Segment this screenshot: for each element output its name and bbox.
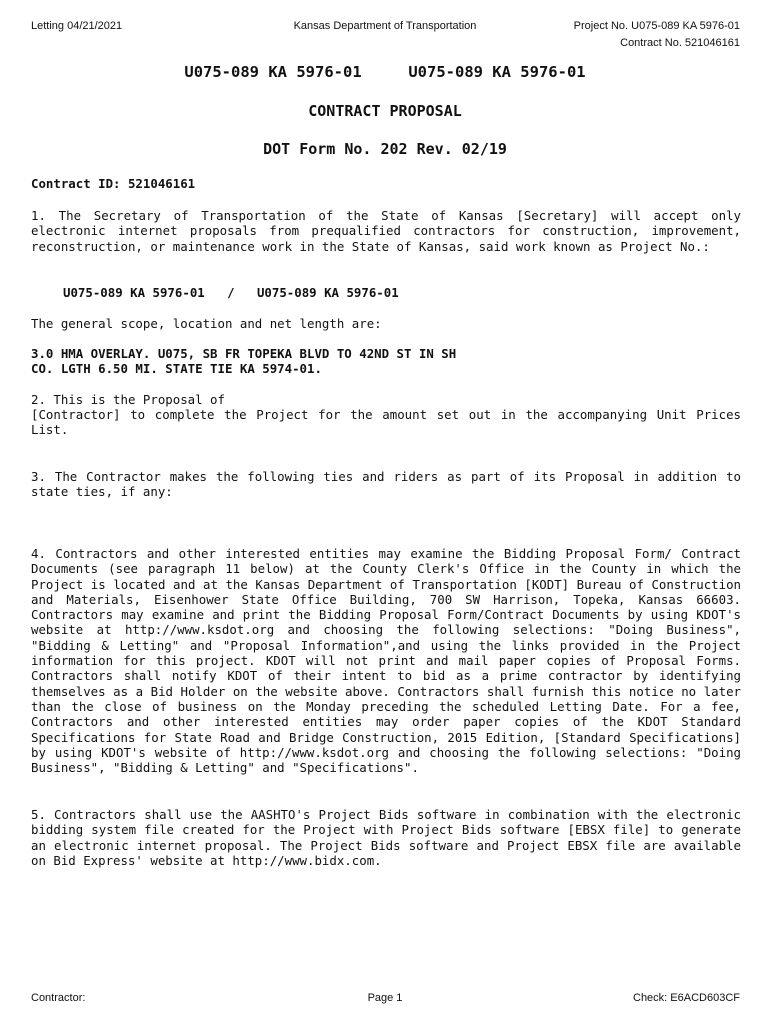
paragraph-5: 5. Contractors shall use the AASHTO's Project Bids software in combination with the electronic bidding system file created for the Project with Project Bids software [EBSX file] to generate an electronic internet proposal. The Project Bids software and Project EBSX file are available on Bid Express' website at http://www.bidx.com. (31, 807, 741, 868)
paragraph-4: 4. Contractors and other interested entities may examine the Bidding Proposal Form/ Contract Documents (see paragraph 11 below) at the County Clerk's Office in the County in which the Project is located and at the Kansas Department of Transportation [KODT] Bureau of Construction and Materials, Eisenhower State Office Building, 700 SW Harrison, Topeka, Kansas 66603. Contractors may examine and print the Bidding Proposal Form/Contract Documents by using KDOT's website at http://www.ksdot.org and choosing the following selections: "Doing Business", "Bidding & Letting" and "Proposal Information",and using the links provided in the Project information for this project. KDOT will not print and mail paper copies of Proposal Forms. Contractors shall notify KDOT of their intent to bid as a prime contractor by identifying themselves as a Bid Holder on the website above. Contractors shall furnish this notice no later than the close of business on the Monday preceding the scheduled Letting Date. For a fee, Contractors and other interested entities may order paper copies of the KDOT Standard Specifications for State Road and Bridge Construction, 2015 Edition, [Standard Specifications] by using KDOT's website of http://www.ksdot.org and choosing the following selections: "Doing Business", "Bidding & Letting" and "Specifications". (31, 546, 741, 776)
paragraph-1: 1. The Secretary of Transportation of the State of Kansas [Secretary] will accept only electronic internet proposals from prequalified contractors for construction, improvement, reconstruction, or maintenance work in the State of Kansas, said work known as Project No.: (31, 208, 741, 254)
footer-check: Check: E6ACD603CF (633, 992, 740, 1004)
paragraph-2-rest: [Contractor] to complete the Project for the amount set out in the accompanying Unit Prices List. (31, 407, 741, 438)
scope-line-1: 3.0 HMA OVERLAY. U075, SB FR TOPEKA BLVD TO 42ND ST IN SH (31, 346, 457, 361)
paragraph-2-line-1: 2. This is the Proposal of (31, 392, 225, 407)
scope-line-2: CO. LGTH 6.50 MI. STATE TIE KA 5974-01. (31, 361, 322, 376)
contract-number: Contract No. 521046161 (620, 37, 740, 49)
project-number: Project No. U075-089 KA 5976-01 (573, 20, 740, 32)
form-title: DOT Form No. 202 Rev. 02/19 (263, 140, 507, 158)
contract-id: Contract ID: 521046161 (31, 176, 196, 191)
project-numbers: U075-089 KA 5976-01 / U075-089 KA 5976-01 (63, 285, 399, 300)
agency-name: Kansas Department of Transportation (293, 20, 477, 32)
footer-page: Page 1 (367, 992, 403, 1004)
scope-label: The general scope, location and net length are: (31, 316, 382, 331)
footer-contractor: Contractor: (31, 992, 86, 1004)
paragraph-3: 3. The Contractor makes the following ties and riders as part of its Proposal in addition to state ties, if any: (31, 469, 741, 500)
proposal-title: CONTRACT PROPOSAL (308, 102, 462, 120)
project-title-line: U075-089 KA 5976-01 U075-089 KA 5976-01 (184, 63, 586, 81)
letting-date: Letting 04/21/2021 (31, 20, 123, 32)
